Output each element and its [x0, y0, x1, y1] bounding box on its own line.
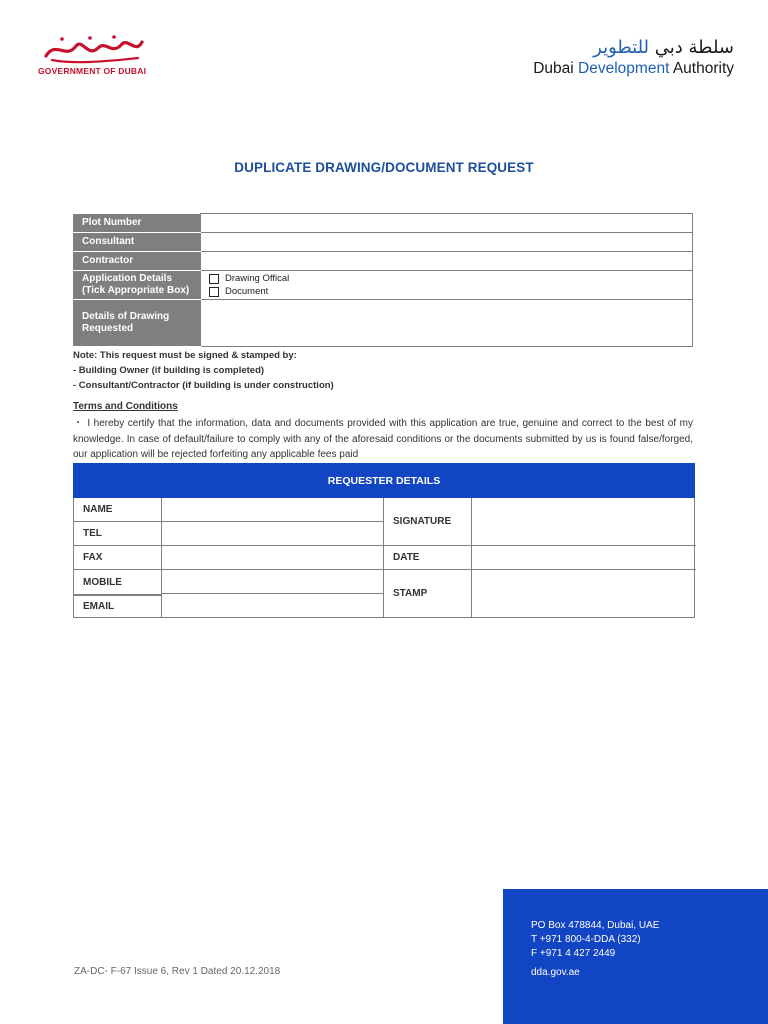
dda-arabic-blue: للتطوير: [593, 37, 650, 58]
dda-arabic-name: [533, 38, 734, 58]
contractor-field[interactable]: [201, 252, 693, 271]
drawing-official-option[interactable]: [209, 272, 684, 285]
requester-details-grid: [73, 498, 695, 618]
form-reference-code: ZA-DC- F-67 Issue 6, Rev 1 Dated 20.12.2018: [74, 966, 281, 977]
contact-address: [531, 919, 659, 961]
plot-number-label: Plot Number: [74, 214, 201, 233]
form-title: DUPLICATE DRAWING/DOCUMENT REQUEST: [234, 160, 534, 175]
stamp-field[interactable]: [472, 570, 695, 617]
dda-english-authority: Authority: [672, 60, 734, 77]
document-option[interactable]: [209, 285, 684, 298]
note-line-3: - Consultant/Contractor (if building is under construction): [73, 380, 334, 391]
mobile-field[interactable]: [162, 570, 383, 593]
details-of-drawing-field[interactable]: [201, 300, 693, 347]
date-label: DATE: [393, 552, 420, 563]
details-of-drawing-label-line2: Requested: [82, 323, 134, 334]
fax-field[interactable]: [162, 546, 383, 569]
government-of-dubai-arabic-calligraphy: [42, 34, 146, 64]
name-field[interactable]: [162, 498, 383, 521]
consultant-field[interactable]: [201, 233, 693, 252]
signing-note: [73, 348, 334, 393]
stamp-label: STAMP: [393, 588, 428, 599]
date-field[interactable]: [472, 546, 695, 569]
details-of-drawing-label-line1: Details of Drawing: [82, 311, 170, 322]
document-checkbox[interactable]: [209, 287, 219, 297]
note-line-1: Note: This request must be signed & stamped by:: [73, 350, 297, 361]
dda-english-name: [533, 60, 734, 78]
signature-field[interactable]: [472, 498, 695, 545]
email-label: EMAIL: [83, 601, 115, 612]
terms-body: ・ I hereby certify that the information, data and documents provided with this application are true, genuine and correct to the best of my knowledge. In case of default/failure to comply with any of the aforesaid conditions or the documents submitted by us is found false/forged, our application will be rejected forfeiting any applicable fees paid: [73, 418, 693, 460]
government-of-dubai-text: GOVERNMENT OF DUBAI: [38, 66, 147, 76]
fax-label: FAX: [83, 552, 103, 563]
government-of-dubai-logo: [36, 34, 148, 78]
dubai-development-authority-logo: [533, 38, 734, 78]
drawing-official-checkbox[interactable]: [209, 274, 219, 284]
application-details-label-line2: (Tick Appropriate Box): [82, 285, 190, 296]
consultant-label: Consultant: [74, 233, 201, 252]
mobile-label: MOBILE: [83, 576, 122, 588]
drawing-official-label: Drawing Offical: [225, 273, 290, 284]
contractor-label: Contractor: [74, 252, 201, 271]
tel-field[interactable]: [162, 522, 383, 545]
signature-label: SIGNATURE: [393, 516, 452, 527]
website-link[interactable]: dda.gov.ae: [531, 967, 580, 978]
dda-english-development: Development: [578, 60, 670, 77]
note-line-2: - Building Owner (if building is completed): [73, 365, 265, 376]
dda-english-dubai: Dubai: [533, 60, 574, 77]
details-of-drawing-label: [74, 300, 201, 347]
telephone: T +971 800-4-DDA (332): [531, 934, 641, 945]
tel-label: TEL: [83, 528, 102, 539]
po-box: PO Box 478844, Dubai, UAE: [531, 920, 660, 931]
email-field[interactable]: [162, 594, 383, 617]
terms-heading: Terms and Conditions: [73, 401, 178, 412]
application-details-label: [74, 271, 201, 300]
application-table: [73, 213, 693, 347]
dda-arabic-black: سلطة دبي: [654, 37, 734, 58]
fax-number: F +971 4 427 2449: [531, 948, 616, 959]
application-details-label-line1: Application Details: [82, 273, 173, 284]
name-label: NAME: [83, 504, 113, 515]
plot-number-field[interactable]: [201, 214, 693, 233]
contact-info-box: [503, 889, 768, 1024]
requester-details-heading: REQUESTER DETAILS: [73, 463, 695, 498]
document-label: Document: [225, 286, 269, 297]
application-details-options: [201, 271, 693, 300]
